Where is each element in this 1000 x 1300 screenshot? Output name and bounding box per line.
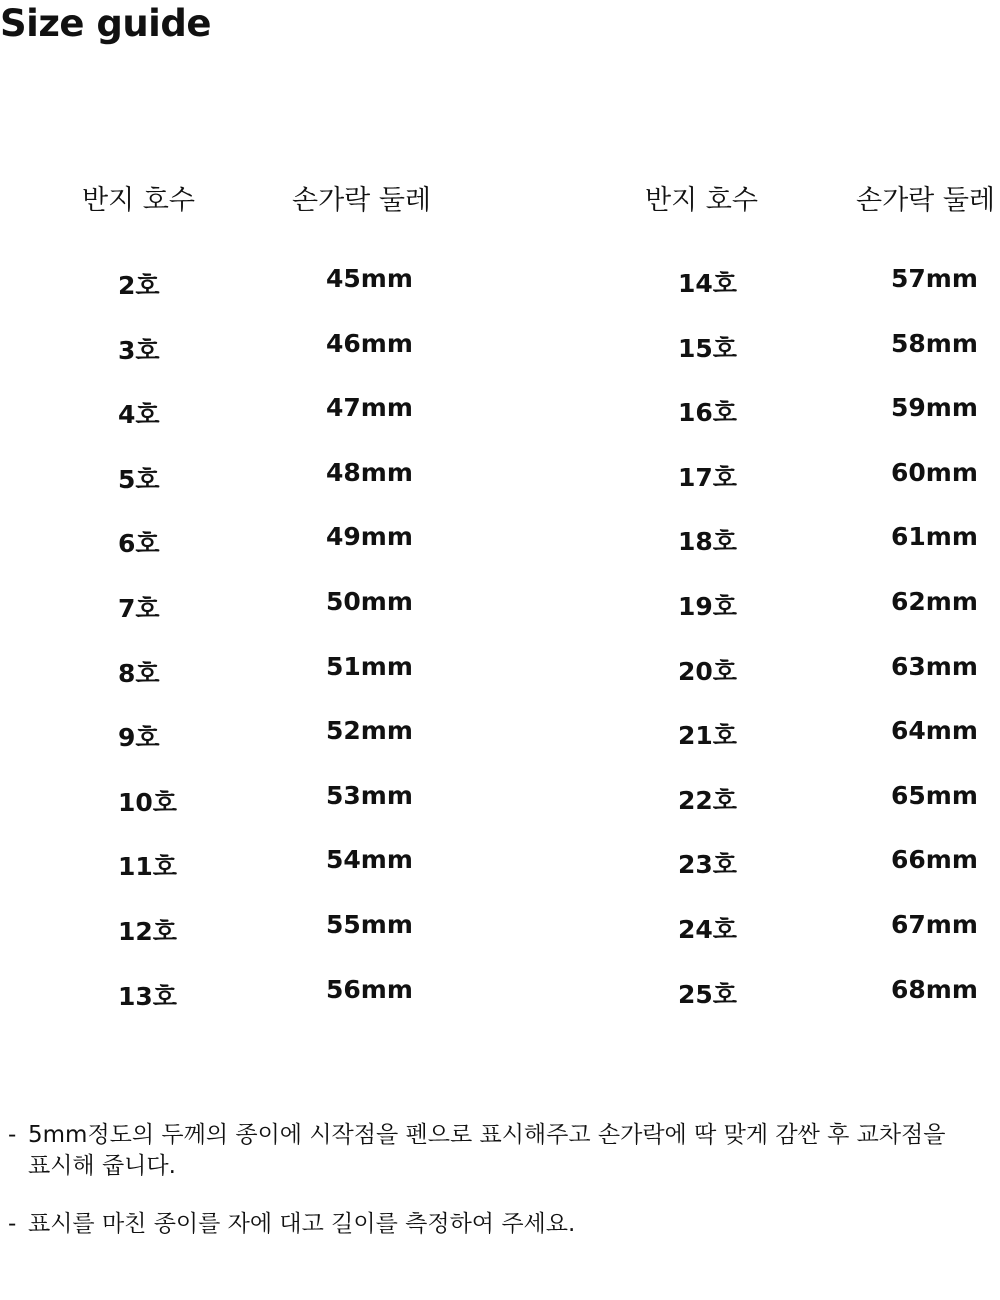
finger-circumference-cell: 52mm — [326, 716, 413, 745]
finger-circumference-cell: 51mm — [326, 652, 413, 681]
instruction-text: 5mm정도의 두께의 종이에 시작점을 펜으로 표시해주고 손가락에 딱 맞게 감싼 후 교차점을 표시해 줍니다. — [28, 1122, 946, 1179]
finger-circumference-cell: 47mm — [326, 393, 413, 422]
finger-circumference-cell: 45mm — [326, 264, 413, 293]
left-size-header: 반지 호수 — [82, 185, 195, 216]
finger-circumference-cell: 54mm — [326, 845, 413, 874]
ring-size-cell: 22호 — [678, 786, 737, 815]
finger-circumference-cell: 61mm — [891, 522, 978, 551]
ring-size-cell: 20호 — [678, 657, 737, 686]
ring-size-cell: 6호 — [118, 529, 160, 558]
ring-size-cell: 11호 — [118, 852, 177, 881]
finger-circumference-cell: 46mm — [326, 329, 413, 358]
ring-size-cell: 24호 — [678, 915, 737, 944]
ring-size-cell: 7호 — [118, 594, 160, 623]
finger-circumference-cell: 55mm — [326, 910, 413, 939]
ring-size-cell: 18호 — [678, 527, 737, 556]
ring-size-cell: 10호 — [118, 788, 177, 817]
ring-size-cell: 23호 — [678, 850, 737, 879]
ring-size-cell: 4호 — [118, 400, 160, 429]
ring-size-cell: 3호 — [118, 336, 160, 365]
finger-circumference-cell: 56mm — [326, 975, 413, 1004]
finger-circumference-cell: 68mm — [891, 975, 978, 1004]
left-circumference-header: 손가락 둘레 — [292, 185, 431, 216]
measurement-instructions — [8, 1120, 988, 1240]
finger-circumference-cell: 48mm — [326, 458, 413, 487]
ring-size-cell: 14호 — [678, 269, 737, 298]
ring-size-cell: 16호 — [678, 398, 737, 427]
ring-size-cell: 2호 — [118, 271, 160, 300]
finger-circumference-cell: 62mm — [891, 587, 978, 616]
finger-circumference-cell: 60mm — [891, 458, 978, 487]
finger-circumference-cell: 49mm — [326, 522, 413, 551]
finger-circumference-cell: 59mm — [891, 393, 978, 422]
instruction-item — [8, 1120, 988, 1182]
finger-circumference-cell: 65mm — [891, 781, 978, 810]
ring-size-cell: 5호 — [118, 465, 160, 494]
ring-size-cell: 17호 — [678, 463, 737, 492]
finger-circumference-cell: 50mm — [326, 587, 413, 616]
ring-size-cell: 13호 — [118, 982, 177, 1011]
instruction-item — [8, 1209, 988, 1240]
finger-circumference-cell: 57mm — [891, 264, 978, 293]
finger-circumference-cell: 64mm — [891, 716, 978, 745]
finger-circumference-cell: 58mm — [891, 329, 978, 358]
ring-size-cell: 9호 — [118, 723, 160, 752]
ring-size-cell: 12호 — [118, 917, 177, 946]
ring-size-cell: 19호 — [678, 592, 737, 621]
finger-circumference-cell: 53mm — [326, 781, 413, 810]
bullet-dash: - — [8, 1122, 17, 1148]
ring-size-cell: 8호 — [118, 659, 160, 688]
finger-circumference-cell: 63mm — [891, 652, 978, 681]
right-circumference-header: 손가락 둘레 — [856, 185, 995, 216]
bullet-dash: - — [8, 1211, 17, 1237]
ring-size-cell: 25호 — [678, 980, 737, 1009]
finger-circumference-cell: 66mm — [891, 845, 978, 874]
instruction-text: 표시를 마친 종이를 자에 대고 길이를 측정하여 주세요. — [28, 1211, 576, 1237]
right-size-header: 반지 호수 — [645, 185, 758, 216]
page-title: Size guide — [0, 2, 211, 45]
ring-size-cell: 15호 — [678, 334, 737, 363]
ring-size-cell: 21호 — [678, 721, 737, 750]
finger-circumference-cell: 67mm — [891, 910, 978, 939]
